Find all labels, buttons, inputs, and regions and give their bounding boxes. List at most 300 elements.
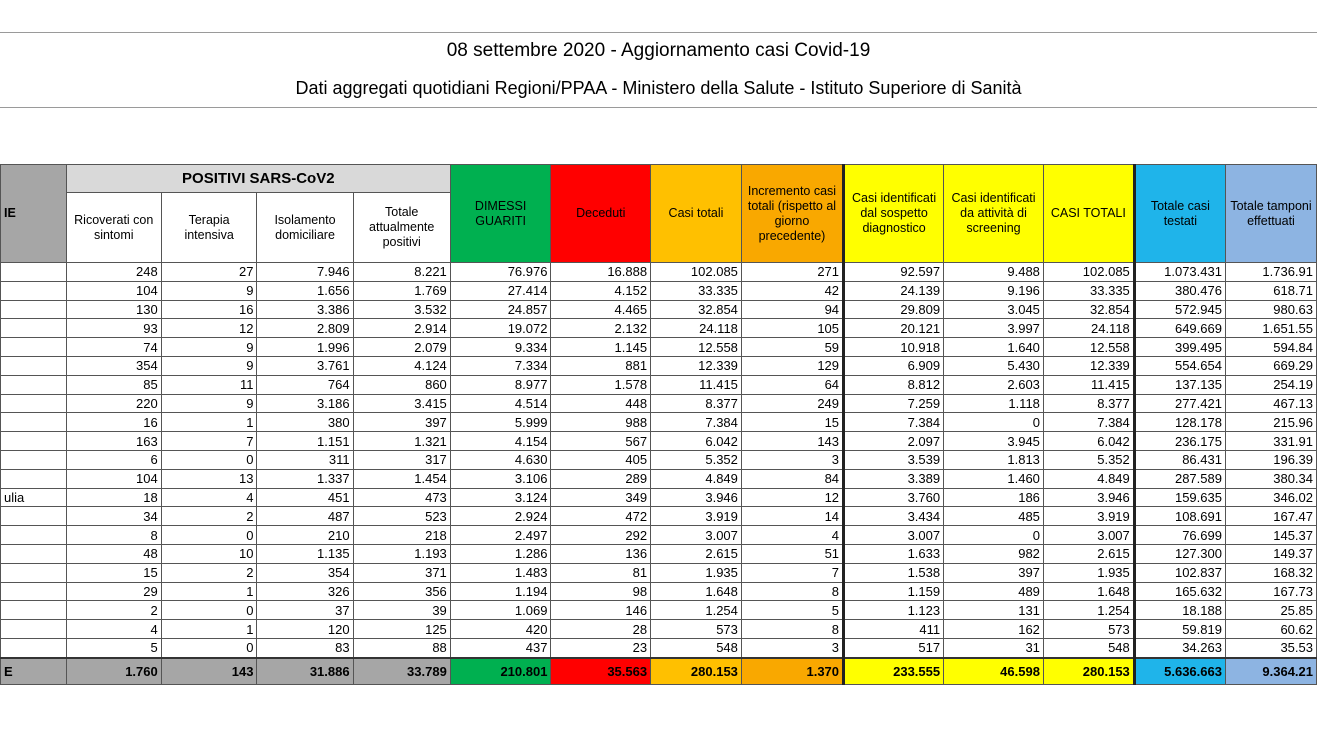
data-cell: 7 — [161, 432, 257, 451]
data-cell: 23 — [551, 638, 651, 657]
data-cell: 16 — [161, 300, 257, 319]
data-cell: 3.434 — [844, 507, 944, 526]
data-cell: 3.415 — [353, 394, 450, 413]
data-cell: 1.648 — [651, 582, 742, 601]
table-row — [1, 338, 1317, 357]
region-cell — [1, 413, 67, 432]
data-cell: 3.007 — [844, 526, 944, 545]
data-cell: 380.476 — [1134, 281, 1225, 300]
data-cell: 168.32 — [1225, 563, 1316, 582]
data-cell: 31 — [944, 638, 1044, 657]
data-cell: 9.488 — [944, 263, 1044, 282]
data-cell: 19.072 — [450, 319, 551, 338]
data-cell: 4.154 — [450, 432, 551, 451]
data-cell: 27 — [161, 263, 257, 282]
data-cell: 60.62 — [1225, 620, 1316, 639]
table-row — [1, 319, 1317, 338]
table-row — [1, 488, 1317, 507]
data-cell: 4 — [66, 620, 161, 639]
data-cell: 16 — [66, 413, 161, 432]
data-cell: 3.124 — [450, 488, 551, 507]
data-cell: 473 — [353, 488, 450, 507]
data-cell: 3.919 — [651, 507, 742, 526]
data-cell: 88 — [353, 638, 450, 657]
data-cell: 2.603 — [944, 375, 1044, 394]
data-cell: 86.431 — [1134, 450, 1225, 469]
total-cell: 33.789 — [353, 658, 450, 685]
data-cell: 1.633 — [844, 544, 944, 563]
data-cell: 249 — [741, 394, 843, 413]
table-row — [1, 526, 1317, 545]
data-cell: 1.769 — [353, 281, 450, 300]
data-cell: 4.849 — [651, 469, 742, 488]
data-cell: 7.334 — [450, 356, 551, 375]
data-cell: 24.857 — [450, 300, 551, 319]
data-cell: 94 — [741, 300, 843, 319]
data-cell: 4.630 — [450, 450, 551, 469]
data-cell: 1.460 — [944, 469, 1044, 488]
data-cell: 137.135 — [1134, 375, 1225, 394]
data-cell: 4.465 — [551, 300, 651, 319]
data-cell: 4 — [741, 526, 843, 545]
data-cell: 136 — [551, 544, 651, 563]
data-cell: 2.079 — [353, 338, 450, 357]
data-cell: 982 — [944, 544, 1044, 563]
data-cell: 102.085 — [1043, 263, 1134, 282]
region-cell — [1, 356, 67, 375]
data-cell: 3.997 — [944, 319, 1044, 338]
data-cell: 34.263 — [1134, 638, 1225, 657]
data-cell: 1 — [161, 413, 257, 432]
data-cell: 3.386 — [257, 300, 353, 319]
data-cell: 3.946 — [651, 488, 742, 507]
data-cell: 5.430 — [944, 356, 1044, 375]
data-cell: 523 — [353, 507, 450, 526]
data-cell: 1 — [161, 582, 257, 601]
data-cell: 1 — [161, 620, 257, 639]
region-cell — [1, 338, 67, 357]
data-cell: 1.254 — [651, 601, 742, 620]
data-cell: 649.669 — [1134, 319, 1225, 338]
data-cell: 1.193 — [353, 544, 450, 563]
data-cell: 130 — [66, 300, 161, 319]
data-cell: 84 — [741, 469, 843, 488]
data-cell: 9 — [161, 356, 257, 375]
data-cell: 127.300 — [1134, 544, 1225, 563]
data-cell: 669.29 — [1225, 356, 1316, 375]
data-cell: 12 — [161, 319, 257, 338]
data-cell: 129 — [741, 356, 843, 375]
total-cell: 210.801 — [450, 658, 551, 685]
data-cell: 1.538 — [844, 563, 944, 582]
table-row — [1, 413, 1317, 432]
col-header-isolamento: Isolamento domiciliare — [257, 193, 353, 263]
data-cell: 143 — [741, 432, 843, 451]
col-header-totale-positivi: Totale attualmente positivi — [353, 193, 450, 263]
data-cell: 159.635 — [1134, 488, 1225, 507]
covid-data-table — [0, 164, 1317, 685]
table-body — [1, 263, 1317, 658]
data-cell: 128.178 — [1134, 413, 1225, 432]
data-cell: 554.654 — [1134, 356, 1225, 375]
data-cell: 292 — [551, 526, 651, 545]
data-cell: 1.996 — [257, 338, 353, 357]
total-cell: 9.364.21 — [1225, 658, 1316, 685]
data-cell: 6.042 — [1043, 432, 1134, 451]
data-cell: 108.691 — [1134, 507, 1225, 526]
data-cell: 472 — [551, 507, 651, 526]
data-cell: 311 — [257, 450, 353, 469]
data-cell: 5.352 — [1043, 450, 1134, 469]
data-cell: 120 — [257, 620, 353, 639]
data-cell: 4.849 — [1043, 469, 1134, 488]
data-cell: 74 — [66, 338, 161, 357]
data-cell: 145.37 — [1225, 526, 1316, 545]
data-cell: 14 — [741, 507, 843, 526]
data-cell: 59 — [741, 338, 843, 357]
data-cell: 3.761 — [257, 356, 353, 375]
data-cell: 28 — [551, 620, 651, 639]
table-row — [1, 638, 1317, 657]
data-cell: 37 — [257, 601, 353, 620]
data-cell: 3.945 — [944, 432, 1044, 451]
region-cell — [1, 601, 67, 620]
region-header: IE — [1, 165, 67, 263]
data-cell: 167.73 — [1225, 582, 1316, 601]
data-cell: 573 — [1043, 620, 1134, 639]
col-header-terapia: Terapia intensiva — [161, 193, 257, 263]
data-cell: 33.335 — [651, 281, 742, 300]
total-cell: 280.153 — [651, 658, 742, 685]
data-cell: 34 — [66, 507, 161, 526]
region-cell — [1, 432, 67, 451]
data-cell: 1.483 — [450, 563, 551, 582]
data-cell: 5 — [66, 638, 161, 657]
data-cell: 3.760 — [844, 488, 944, 507]
data-cell: 102.085 — [651, 263, 742, 282]
total-cell: 1.760 — [66, 658, 161, 685]
data-cell: 1.651.55 — [1225, 319, 1316, 338]
total-cell: 5.636.663 — [1134, 658, 1225, 685]
total-cell: 35.563 — [551, 658, 651, 685]
data-cell: 485 — [944, 507, 1044, 526]
data-cell: 354 — [66, 356, 161, 375]
data-cell: 5 — [741, 601, 843, 620]
data-cell: 860 — [353, 375, 450, 394]
data-cell: 411 — [844, 620, 944, 639]
covid-table-container — [0, 164, 1317, 690]
region-cell — [1, 544, 67, 563]
data-cell: 2.615 — [1043, 544, 1134, 563]
data-cell: 618.71 — [1225, 281, 1316, 300]
data-cell: 10 — [161, 544, 257, 563]
table-row — [1, 620, 1317, 639]
data-cell: 7.384 — [844, 413, 944, 432]
data-cell: 451 — [257, 488, 353, 507]
data-cell: 489 — [944, 582, 1044, 601]
data-cell: 9 — [161, 281, 257, 300]
data-cell: 81 — [551, 563, 651, 582]
data-cell: 15 — [741, 413, 843, 432]
region-cell — [1, 281, 67, 300]
positivi-group-header: POSITIVI SARS-CoV2 — [66, 165, 450, 193]
data-cell: 420 — [450, 620, 551, 639]
region-cell — [1, 469, 67, 488]
data-cell: 4 — [161, 488, 257, 507]
data-cell: 573 — [651, 620, 742, 639]
data-cell: 27.414 — [450, 281, 551, 300]
data-cell: 448 — [551, 394, 651, 413]
data-cell: 5.352 — [651, 450, 742, 469]
data-cell: 1.145 — [551, 338, 651, 357]
report-title: 08 settembre 2020 - Aggiornamento casi Covid-19 — [446, 40, 871, 61]
data-cell: 1.073.431 — [1134, 263, 1225, 282]
data-cell: 18 — [66, 488, 161, 507]
data-cell: 2.497 — [450, 526, 551, 545]
data-cell: 2.132 — [551, 319, 651, 338]
data-cell: 289 — [551, 469, 651, 488]
data-cell: 7.384 — [651, 413, 742, 432]
data-cell: 437 — [450, 638, 551, 657]
top-divider — [0, 32, 1317, 33]
data-cell: 567 — [551, 432, 651, 451]
data-cell: 2 — [161, 507, 257, 526]
data-cell: 13 — [161, 469, 257, 488]
data-cell: 92.597 — [844, 263, 944, 282]
data-cell: 12.339 — [1043, 356, 1134, 375]
data-cell: 218 — [353, 526, 450, 545]
data-cell: 548 — [1043, 638, 1134, 657]
data-cell: 33.335 — [1043, 281, 1134, 300]
data-cell: 1.656 — [257, 281, 353, 300]
data-cell: 2.914 — [353, 319, 450, 338]
data-cell: 7 — [741, 563, 843, 582]
data-cell: 3.539 — [844, 450, 944, 469]
data-cell: 102.837 — [1134, 563, 1225, 582]
data-cell: 326 — [257, 582, 353, 601]
data-cell: 3.106 — [450, 469, 551, 488]
data-cell: 3 — [741, 450, 843, 469]
data-cell: 10.918 — [844, 338, 944, 357]
table-row — [1, 432, 1317, 451]
data-cell: 487 — [257, 507, 353, 526]
data-cell: 3.532 — [353, 300, 450, 319]
data-cell: 12.558 — [1043, 338, 1134, 357]
data-cell: 24.118 — [1043, 319, 1134, 338]
data-cell: 7.384 — [1043, 413, 1134, 432]
total-cell: 1.370 — [741, 658, 843, 685]
totals-row — [1, 658, 1317, 685]
table-row — [1, 300, 1317, 319]
data-cell: 1.813 — [944, 450, 1044, 469]
data-cell: 39 — [353, 601, 450, 620]
data-cell: 1.151 — [257, 432, 353, 451]
data-cell: 0 — [161, 526, 257, 545]
total-cell: 233.555 — [844, 658, 944, 685]
data-cell: 399.495 — [1134, 338, 1225, 357]
region-cell — [1, 319, 67, 338]
data-cell: 1.578 — [551, 375, 651, 394]
col-header-ricoverati: Ricoverati con sintomi — [66, 193, 161, 263]
data-cell: 517 — [844, 638, 944, 657]
data-cell: 9 — [161, 338, 257, 357]
totals-label: E — [1, 658, 67, 685]
data-cell: 3 — [741, 638, 843, 657]
data-cell: 405 — [551, 450, 651, 469]
total-cell: 46.598 — [944, 658, 1044, 685]
data-cell: 1.454 — [353, 469, 450, 488]
data-cell: 8.377 — [651, 394, 742, 413]
data-cell: 11 — [161, 375, 257, 394]
data-cell: 4.124 — [353, 356, 450, 375]
data-cell: 0 — [944, 526, 1044, 545]
data-cell: 2.924 — [450, 507, 551, 526]
data-cell: 12 — [741, 488, 843, 507]
data-cell: 93 — [66, 319, 161, 338]
data-cell: 1.135 — [257, 544, 353, 563]
data-cell: 8.977 — [450, 375, 551, 394]
data-cell: 24.139 — [844, 281, 944, 300]
data-cell: 2.809 — [257, 319, 353, 338]
data-cell: 15 — [66, 563, 161, 582]
data-cell: 236.175 — [1134, 432, 1225, 451]
data-cell: 1.935 — [651, 563, 742, 582]
data-cell: 220 — [66, 394, 161, 413]
data-cell: 131 — [944, 601, 1044, 620]
total-cell: 280.153 — [1043, 658, 1134, 685]
table-row — [1, 375, 1317, 394]
data-cell: 3.919 — [1043, 507, 1134, 526]
total-cell: 31.886 — [257, 658, 353, 685]
data-cell: 9.196 — [944, 281, 1044, 300]
data-cell: 1.736.91 — [1225, 263, 1316, 282]
data-cell: 7.259 — [844, 394, 944, 413]
region-cell — [1, 638, 67, 657]
data-cell: 167.47 — [1225, 507, 1316, 526]
data-cell: 20.121 — [844, 319, 944, 338]
region-cell — [1, 375, 67, 394]
data-cell: 254.19 — [1225, 375, 1316, 394]
data-cell: 83 — [257, 638, 353, 657]
data-cell: 16.888 — [551, 263, 651, 282]
data-cell: 165.632 — [1134, 582, 1225, 601]
table-row — [1, 450, 1317, 469]
data-cell: 331.91 — [1225, 432, 1316, 451]
data-cell: 210 — [257, 526, 353, 545]
data-cell: 271 — [741, 263, 843, 282]
col-header-casi-totali-2: CASI TOTALI — [1043, 165, 1134, 263]
data-cell: 8.377 — [1043, 394, 1134, 413]
data-cell: 594.84 — [1225, 338, 1316, 357]
data-cell: 0 — [161, 450, 257, 469]
data-cell: 6.909 — [844, 356, 944, 375]
data-cell: 196.39 — [1225, 450, 1316, 469]
data-cell: 3.045 — [944, 300, 1044, 319]
table-row — [1, 356, 1317, 375]
data-cell: 1.118 — [944, 394, 1044, 413]
data-cell: 1.321 — [353, 432, 450, 451]
data-cell: 2.615 — [651, 544, 742, 563]
data-cell: 163 — [66, 432, 161, 451]
data-cell: 215.96 — [1225, 413, 1316, 432]
data-cell: 42 — [741, 281, 843, 300]
data-cell: 349 — [551, 488, 651, 507]
data-cell: 18.188 — [1134, 601, 1225, 620]
data-cell: 317 — [353, 450, 450, 469]
region-cell — [1, 263, 67, 282]
data-cell: 3.186 — [257, 394, 353, 413]
data-cell: 1.159 — [844, 582, 944, 601]
col-header-testati: Totale casi testati — [1134, 165, 1225, 263]
data-cell: 371 — [353, 563, 450, 582]
data-cell: 8.812 — [844, 375, 944, 394]
data-cell: 85 — [66, 375, 161, 394]
data-cell: 988 — [551, 413, 651, 432]
region-cell — [1, 526, 67, 545]
data-cell: 346.02 — [1225, 488, 1316, 507]
total-cell: 143 — [161, 658, 257, 685]
col-header-screening: Casi identificati da attività di screening — [944, 165, 1044, 263]
data-cell: 186 — [944, 488, 1044, 507]
data-cell: 2 — [161, 563, 257, 582]
data-cell: 25.85 — [1225, 601, 1316, 620]
data-cell: 1.254 — [1043, 601, 1134, 620]
table-row — [1, 507, 1317, 526]
data-cell: 764 — [257, 375, 353, 394]
data-cell: 2.097 — [844, 432, 944, 451]
region-cell — [1, 300, 67, 319]
data-cell: 3.389 — [844, 469, 944, 488]
data-cell: 287.589 — [1134, 469, 1225, 488]
data-cell: 8 — [741, 582, 843, 601]
data-cell: 146 — [551, 601, 651, 620]
data-cell: 2 — [66, 601, 161, 620]
data-cell: 29.809 — [844, 300, 944, 319]
data-cell: 1.069 — [450, 601, 551, 620]
table-row — [1, 263, 1317, 282]
data-cell: 0 — [161, 601, 257, 620]
data-cell: 397 — [944, 563, 1044, 582]
table-row — [1, 281, 1317, 300]
data-cell: 980.63 — [1225, 300, 1316, 319]
data-cell: 1.123 — [844, 601, 944, 620]
data-cell: 8 — [741, 620, 843, 639]
data-cell: 6.042 — [651, 432, 742, 451]
data-cell: 1.194 — [450, 582, 551, 601]
data-cell: 32.854 — [651, 300, 742, 319]
data-cell: 125 — [353, 620, 450, 639]
data-cell: 12.339 — [651, 356, 742, 375]
data-cell: 76.699 — [1134, 526, 1225, 545]
data-cell: 98 — [551, 582, 651, 601]
data-cell: 9 — [161, 394, 257, 413]
data-cell: 548 — [651, 638, 742, 657]
data-cell: 0 — [944, 413, 1044, 432]
table-row — [1, 544, 1317, 563]
data-cell: 356 — [353, 582, 450, 601]
data-cell: 397 — [353, 413, 450, 432]
report-subtitle: Dati aggregati quotidiani Regioni/PPAA - Ministero della Salute - Istituto Superiore di Sanità — [295, 78, 1022, 98]
region-cell: ulia — [1, 488, 67, 507]
data-cell: 1.640 — [944, 338, 1044, 357]
data-cell: 4.514 — [450, 394, 551, 413]
data-cell: 8 — [66, 526, 161, 545]
data-cell: 12.558 — [651, 338, 742, 357]
table-row — [1, 469, 1317, 488]
data-cell: 104 — [66, 281, 161, 300]
data-cell: 0 — [161, 638, 257, 657]
data-cell: 354 — [257, 563, 353, 582]
